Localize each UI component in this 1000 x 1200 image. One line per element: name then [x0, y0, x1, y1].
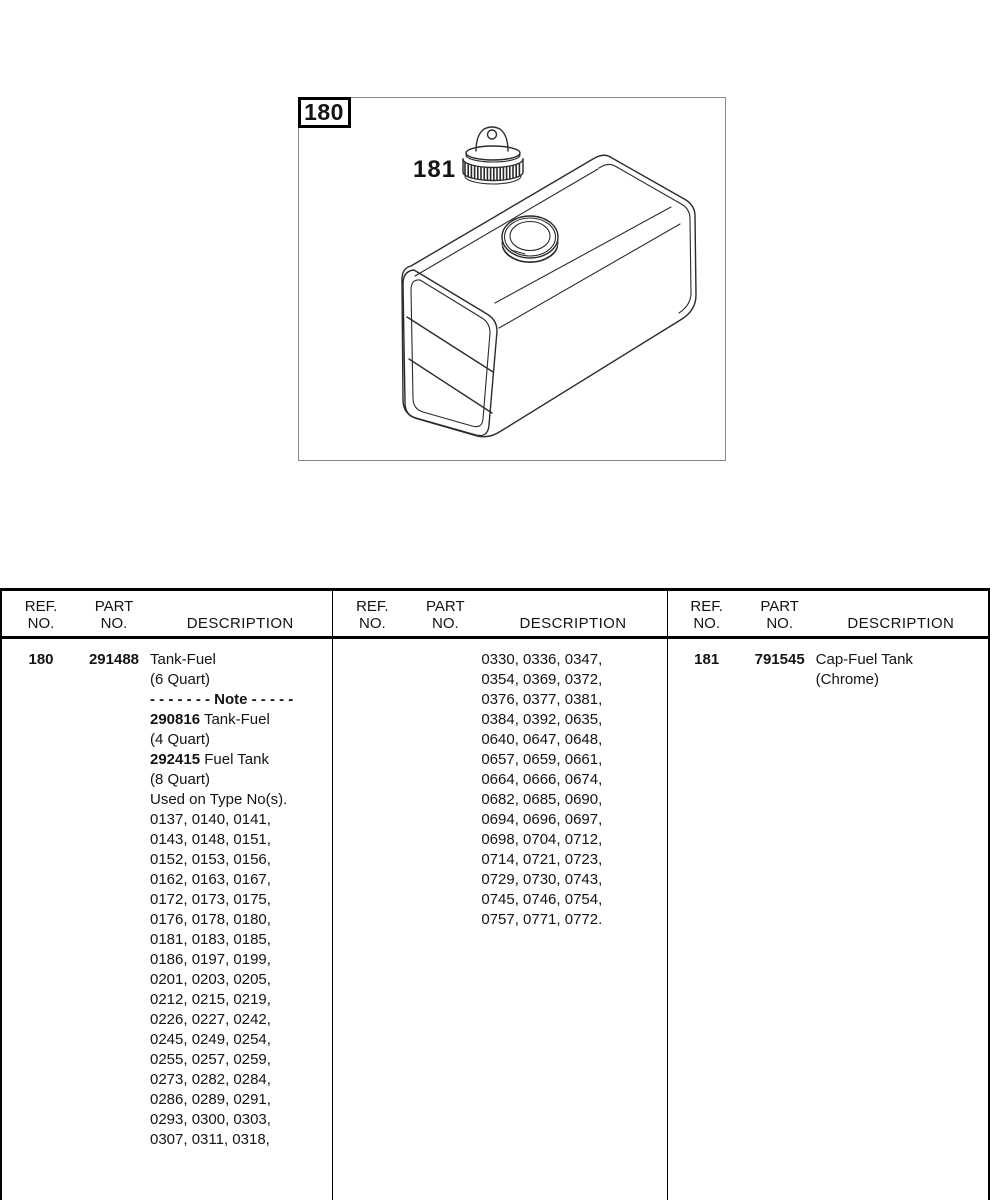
- description-header: DESCRIPTION: [519, 615, 627, 632]
- ref-no-header: REF. NO.: [690, 598, 723, 632]
- filler-neck: [502, 216, 558, 262]
- part-no-header: PART NO.: [426, 598, 465, 632]
- parts-table: [0, 588, 990, 1200]
- parts-column-1: [2, 591, 332, 1200]
- fuel-cap: [463, 127, 523, 184]
- column-header: [668, 591, 988, 639]
- ref-no-header: REF. NO.: [24, 598, 58, 632]
- part-no-value: 291488: [88, 651, 140, 668]
- column-header: [333, 591, 666, 639]
- description-value: Tank-Fuel (6 Quart) - - - - - - - Note - - - - - 290816 Tank-Fuel (4 Quart) 292415 Fuel Tank (8 Quart) Used on Type No(s). 0137, 0140, 0141, 0143, 0148, 0151, 0152, 0153, 0156, 0162, 0163, 0167, 0172, 0173, 0175, 0176, 0178, 0180, 0181, 0183, 0185, 0186, 0197, 0199, 0201, 0203, 0205, 0212, 0215, 0219, 0226, 0227, 0242, 0245, 0249, 0254, 0255, 0257, 0259, 0273, 0282, 0284, 0286, 0289, 0291, 0293, 0300, 0303, 0307, 0311, 0318,: [150, 651, 294, 1148]
- parts-column-2: [332, 591, 666, 1200]
- diagram-ref-label: 180: [298, 97, 351, 128]
- description-value: Cap-Fuel Tank (Chrome): [815, 651, 913, 688]
- ref-no-value: 181: [694, 651, 720, 668]
- ref-no-value: [333, 650, 411, 930]
- cap-ref-label: 181: [413, 156, 457, 183]
- column-body: [668, 639, 988, 690]
- parts-entry: [668, 650, 988, 690]
- column-body: [333, 639, 666, 930]
- description-header: DESCRIPTION: [186, 615, 294, 632]
- parts-entry: [2, 650, 332, 1150]
- ref-no-value: 180: [28, 651, 54, 668]
- part-no-value: [411, 650, 479, 930]
- part-no-header: PART NO.: [94, 598, 134, 632]
- part-no-value: 791545: [754, 651, 805, 668]
- ref-no-header: REF. NO.: [356, 598, 389, 632]
- column-header: [2, 591, 332, 639]
- column-body: [2, 639, 332, 1150]
- diagram-box: [298, 97, 726, 461]
- part-no-header: PART NO.: [760, 598, 799, 632]
- parts-column-3: [667, 591, 988, 1200]
- description-value: 0330, 0336, 0347, 0354, 0369, 0372, 0376, 0377, 0381, 0384, 0392, 0635, 0640, 0647, 0648, 0657, 0659, 0661, 0664, 0666, 0674, 0682, 0685, 0690, 0694, 0696, 0697, 0698, 0704, 0712, 0714, 0721, 0723, 0729, 0730, 0743, 0745, 0746, 0754, 0757, 0771, 0772.: [481, 651, 603, 928]
- parts-entry: [333, 650, 666, 930]
- description-header: DESCRIPTION: [847, 615, 955, 632]
- fuel-tank-illustration: [299, 98, 727, 462]
